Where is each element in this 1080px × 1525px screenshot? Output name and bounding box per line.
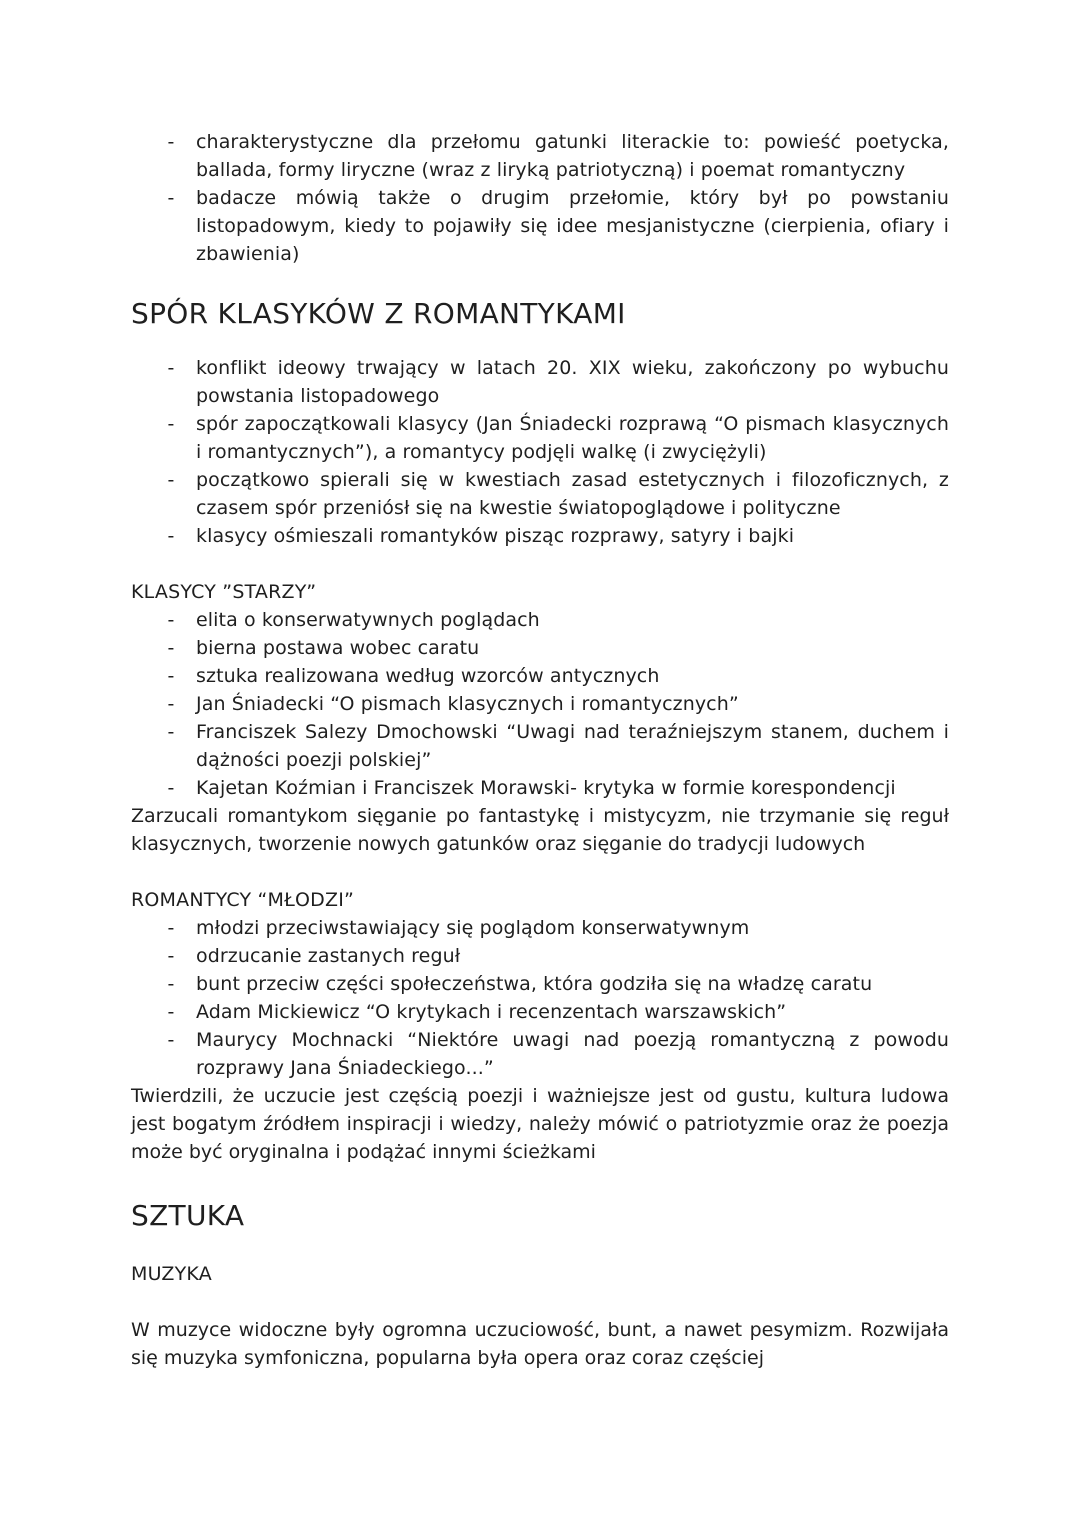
list-item: - początkowo spierali się w kwestiach zasad estetycznych i filozoficznych, z czasem spór przeniósł się na kwestie światopoglądowe i polityczne [131,466,949,522]
dash-bullet: - [167,777,175,799]
dash-bullet: - [167,665,175,687]
list-item: - młodzi przeciwstawiający się poglądom konserwatywnym [131,914,949,942]
dash-bullet: - [167,609,175,631]
list-item: - badacze mówią także o drugim przełomie, który był po powstaniu listopadowym, kiedy to pojawiły się idee mesjanistyczne (cierpienia, ofiary i zbawienia) [131,184,949,268]
dash-bullet: - [167,721,175,743]
romantics-summary: Twierdzili, że uczucie jest częścią poezji i ważniejsze jest od gustu, kultura ludowa jest bogatym źródłem inspiracji i wiedzy, należy mówić o patriotyzmie oraz że poezja może być oryginalna i podążać innymi ścieżkami [131,1085,949,1163]
list-item: - odrzucanie zastanych reguł [131,942,949,970]
dash-bullet: - [167,357,175,379]
music-heading: MUZYKA [131,1263,212,1285]
classics-heading: KLASYCY ”STARZY” [131,581,317,603]
dash-bullet: - [167,187,175,209]
classics-list [131,606,949,802]
dash-bullet: - [167,945,175,967]
list-item: - elita o konserwatywnych poglądach [131,606,949,634]
dispute-list [131,354,949,550]
romantics-heading: ROMANTYCY “MŁODZI” [131,889,355,911]
list-item: - Kajetan Koźmian i Franciszek Morawski- krytyka w formie korespondencji [131,774,949,802]
dash-bullet: - [167,469,175,491]
list-item: - klasycy ośmieszali romantyków pisząc rozprawy, satyry i bajki [131,522,949,550]
dash-bullet: - [167,131,175,153]
music-paragraph: W muzyce widoczne były ogromna uczuciowość, bunt, a nawet pesymizm. Rozwijała się muzyka symfoniczna, popularna była opera oraz coraz częściej [131,1319,949,1369]
intro-list [131,128,949,268]
dash-bullet: - [167,693,175,715]
list-item: - bierna postawa wobec caratu [131,634,949,662]
dash-bullet: - [167,973,175,995]
classics-summary: Zarzucali romantykom sięganie po fantastykę i mistycyzm, nie trzymanie się reguł klasycznych, tworzenie nowych gatunków oraz sięganie do tradycji ludowych [131,805,949,855]
dash-bullet: - [167,637,175,659]
list-item: - spór zapoczątkowali klasycy (Jan Śniadecki rozprawą “O pismach klasycznych i romantycznych”), a romantycy podjęli walkę (i zwyciężyli) [131,410,949,466]
list-item: - Franciszek Salezy Dmochowski “Uwagi nad teraźniejszym stanem, duchem i dążności poezji polskiej” [131,718,949,774]
dash-bullet: - [167,413,175,435]
art-heading: SZTUKA [131,1199,245,1232]
romantics-list [131,914,949,1082]
list-item: - konflikt ideowy trwający w latach 20. XIX wieku, zakończony po wybuchu powstania listopadowego [131,354,949,410]
list-item: - bunt przeciw części społeczeństwa, która godziła się na władzę caratu [131,970,949,998]
dash-bullet: - [167,1029,175,1051]
dash-bullet: - [167,525,175,547]
dash-bullet: - [167,1001,175,1023]
list-item: - Jan Śniadecki “O pismach klasycznych i romantycznych” [131,690,949,718]
list-item: - charakterystyczne dla przełomu gatunki literackie to: powieść poetycka, ballada, formy liryczne (wraz z liryką patriotyczną) i poemat romantyczny [131,128,949,184]
document-page [131,128,949,1372]
dispute-heading: SPÓR KLASYKÓW Z ROMANTYKAMI [131,297,626,330]
list-item: - sztuka realizowana według wzorców antycznych [131,662,949,690]
list-item: - Adam Mickiewicz “O krytykach i recenzentach warszawskich” [131,998,949,1026]
list-item: - Maurycy Mochnacki “Niektóre uwagi nad poezją romantyczną z powodu rozprawy Jana Śniadeckiego...” [131,1026,949,1082]
dash-bullet: - [167,917,175,939]
